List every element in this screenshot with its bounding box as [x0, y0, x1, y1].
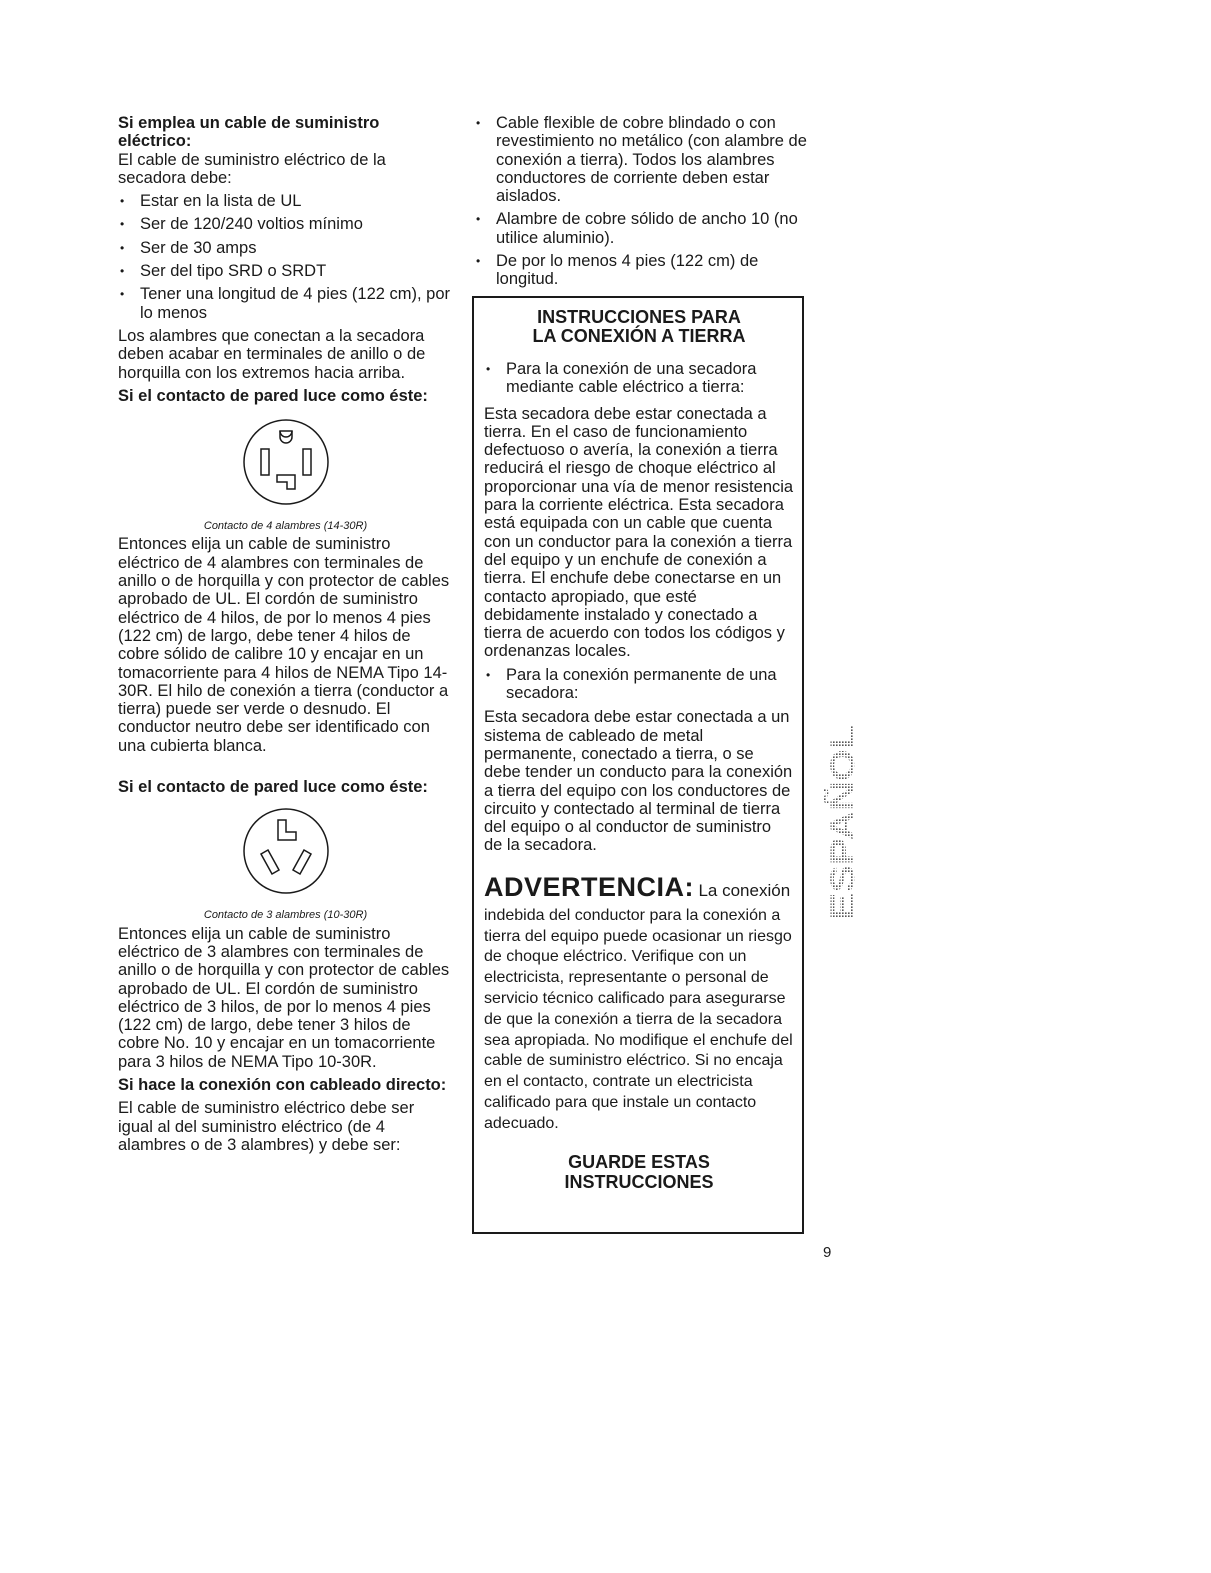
figure-3-wire-outlet	[118, 806, 453, 924]
box-footer-line-1: GUARDE ESTAS	[568, 1152, 710, 1173]
warning-block	[484, 873, 794, 1135]
list-item: • Ser del tipo SRD o SRDT	[118, 262, 453, 280]
box-title-line-2: LA CONEXIÓN A TIERRA	[532, 326, 746, 346]
paragraph-power-cord-intro: El cable de suministro eléctrico de la secadora debe:	[118, 150, 386, 187]
list-item: • Para la conexión de una secadora mediante cable eléctrico a tierra:	[484, 360, 794, 397]
list-item: • Tener una longitud de 4 pies (122 cm), por lo menos	[118, 285, 453, 322]
direct-wire-requirements-list	[474, 114, 819, 289]
grounding-instructions-box	[472, 296, 804, 1234]
box-title-line-1: INSTRUCCIONES PARA	[537, 307, 741, 327]
side-tab-label: ESPAÑOL	[824, 758, 862, 920]
figure-4-wire-outlet	[118, 417, 453, 535]
paragraph-4-wire: Entonces elija un cable de suministro eléctrico de 4 alambres con terminales de anillo o de horquilla y con protector de cables aprobado de UL. El cordón de suministro eléctrico de 4 hilos, de por lo menos 4 pies (122 cm) de largo, debe tener 4 hilos de cobre sólido de calibre 10 y encajar en un tomacorriente para 4 hilos de NEMA Tipo 14-30R. El hilo de conexión a tierra (conductor a tierra) puede ser verde o desnudo. El conductor neutro debe ser identificado con una cubierta blanca.	[118, 535, 450, 755]
paragraph-direct-wire: El cable de suministro eléctrico debe ser igual al del suministro eléctrico (de 4 alambres o de 3 alambres) y debe ser:	[118, 1099, 415, 1154]
list-item: • Alambre de cobre sólido de ancho 10 (no utilice aluminio).	[474, 210, 819, 247]
language-side-tab	[822, 722, 864, 922]
heading-direct-wire: Si hace la conexión con cableado directo:	[118, 1075, 447, 1094]
warning-heading: ADVERTENCIA:	[484, 871, 695, 902]
box-title	[484, 308, 794, 346]
list-item: • Para la conexión permanente de una secadora:	[484, 666, 794, 703]
caption-3-wire: Contacto de 3 alambres (10-30R)	[203, 909, 368, 922]
warning-intro: La conexión	[698, 880, 791, 900]
page-number: 9	[823, 1244, 832, 1261]
list-item: • De por lo menos 4 pies (122 cm) de longitud.	[474, 252, 819, 289]
box-footer-line-2: INSTRUCCIONES	[564, 1172, 714, 1193]
paragraph-grounding-cord: Esta secadora debe estar conectada a tierra. En el caso de funcionamiento defectuoso o avería, la conexión a tierra reducirá el riesgo de choque eléctrico al proporcionar una vía de menor resistencia para la corriente eléctrica. Esta secadora está equipada con un cable que cuenta con un conductor para la conexión a tierra del equipo y un enchufe de conexión a tierra. El enchufe debe conectarse en un contacto apropiado, que esté debidamente instalado y conectado a tierra de acuerdo con todos los códigos y ordenanzas locales.	[484, 404, 794, 661]
grounding-bullet-cord	[484, 360, 794, 397]
list-item: • Cable flexible de cobre blindado o con revestimiento no metálico (con alambre de conexión a tierra). Todos los alambres conductores de corriente deben estar aislados.	[474, 114, 819, 205]
heading-outlet-3-wire: Si el contacto de pared luce como éste:	[118, 778, 428, 797]
grounding-bullet-permanent	[484, 666, 794, 703]
list-item: • Estar en la lista de UL	[118, 192, 453, 210]
outlet-4-wire-icon	[241, 417, 331, 507]
outlet-3-wire-icon	[241, 806, 331, 896]
warning-body: indebida del conductor para la conexión a tierra del equipo puede ocasionar un riesgo de choque eléctrico. Verifique con un electricista, representante o personal de servicio técnico calificado para asegurarse de que la conexión a tierra de la secadora sea apropiada. No modifique el enchufe del cable de suministro eléctrico. Si no encaja en el contacto, contrate un electricista calificado para que instale un contacto adecuado.	[484, 906, 793, 1132]
list-item: • Ser de 120/240 voltios mínimo	[118, 215, 453, 233]
power-cord-requirements-list	[118, 192, 453, 322]
box-footer	[484, 1152, 794, 1192]
paragraph-3-wire: Entonces elija un cable de suministro eléctrico de 3 alambres con terminales de anillo o de horquilla y con protector de cables aprobado de UL. El cordón de suministro eléctrico de 3 hilos, de por lo menos 4 pies (122 cm) de largo, debe tener 3 hilos de cobre No. 10 y encajar en un tomacorriente para 3 hilos de NEMA Tipo 10-30R.	[118, 924, 450, 1071]
paragraph-grounding-permanent: Esta secadora debe estar conectada a un sistema de cableado de metal permanente, conectado a tierra, o se debe tender un conducto para la conexión a tierra del equipo con los conductores de circuito y contectado al terminal de tierra del equipo o al conductor de suministro de la secadora.	[484, 708, 793, 855]
right-column	[474, 114, 819, 294]
caption-4-wire: Contacto de 4 alambres (14-30R)	[203, 520, 368, 533]
list-item: • Ser de 30 amps	[118, 239, 453, 257]
paragraph-terminals: Los alambres que conectan a la secadora deben acabar en terminales de anillo o de horquilla con los extremos hacia arriba.	[118, 326, 426, 382]
left-column	[118, 114, 453, 1154]
heading-power-cord: Si emplea un cable de suministro eléctrico:	[118, 114, 380, 151]
heading-outlet-4-wire: Si el contacto de pared luce como éste:	[118, 386, 428, 405]
